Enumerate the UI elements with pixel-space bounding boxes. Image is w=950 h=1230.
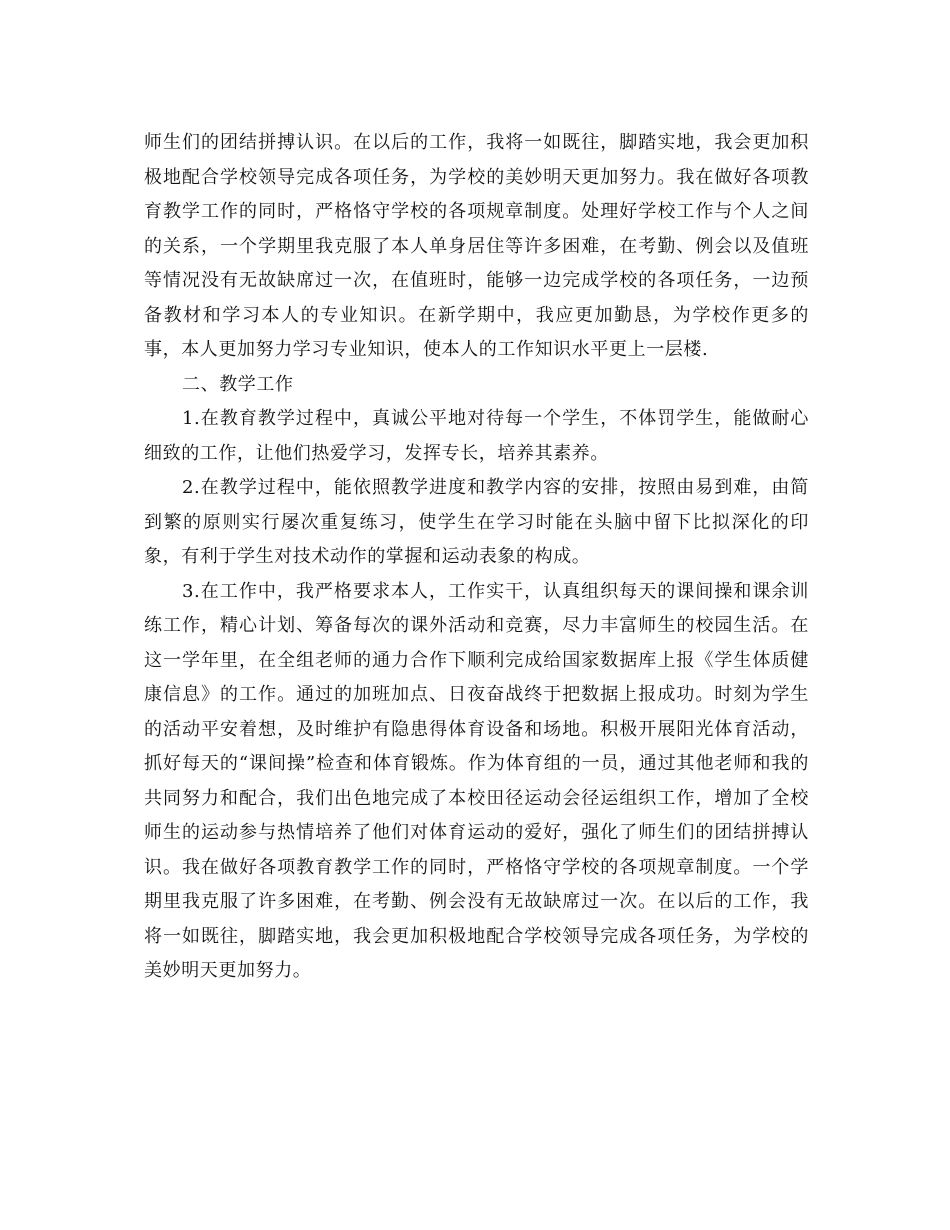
paragraph-item-1: 1.在教育教学过程中，真诚公平地对待每一个学生，不体罚学生，能做耐心细致的工作，让他们热爱学习，发挥专长，培养其素养。 [144,408,809,464]
paragraph-continuation: 师生们的团结拼搏认识。在以后的工作，我将一如既往，脚踏实地，我会更加积极地配合学校领导完成各项任务，为学校的美妙明天更加努力。我在做好各项教育教学工作的同时，严格恪守学校的各项规章制度。处理好学校工作与个人之间的关系，一个学期里我克服了本人单身居住等许多困难，在考勤、例会以及值班等情况没有无故缺席过一次，在值班时，能够一边完成学校的各项任务，一边预备教材和学习本人的专业知识。在新学期中，我应更加勤恳，为学校作更多的事，本人更加努力学习专业知识，使本人的工作知识水平更上一层楼. [144,132,809,360]
document-body [144,126,809,989]
paragraph-item-2: 2.在教学过程中，能依照教学进度和教学内容的安排，按照由易到难，由简到繁的原则实行屡次重复练习，使学生在学习时能在头脑中留下比拟深化的印象，有利于学生对技术动作的掌握和运动表象的构成。 [144,477,809,567]
section-heading-teaching-work: 二、教学工作 [182,373,294,395]
paragraph-item-3: 3.在工作中，我严格要求本人，工作实干，认真组织每天的课间操和课余训练工作，精心计划、筹备每次的课外活动和竞赛，尽力丰富师生的校园生活。在这一学年里，在全组老师的通力合作下顺利完成给国家数据库上报《学生体质健康信息》的工作。通过的加班加点、日夜奋战终于把数据上报成功。时刻为学生的活动平安着想，及时维护有隐患得体育设备和场地。积极开展阳光体育活动，抓好每天的“课间操”检查和体育锻炼。作为体育组的一员，通过其他老师和我的共同努力和配合，我们出色地完成了本校田径运动会径运组织工作，增加了全校师生的运动参与热情培养了他们对体育运动的爱好，强化了师生们的团结拼搏认识。我在做好各项教育教学工作的同时，严格恪守学校的各项规章制度。一个学期里我克服了许多困难，在考勤、例会没有无故缺席过一次。在以后的工作，我将一如既往，脚踏实地，我会更加积极地配合学校领导完成各项任务，为学校的美妙明天更加努力。 [144,580,809,981]
